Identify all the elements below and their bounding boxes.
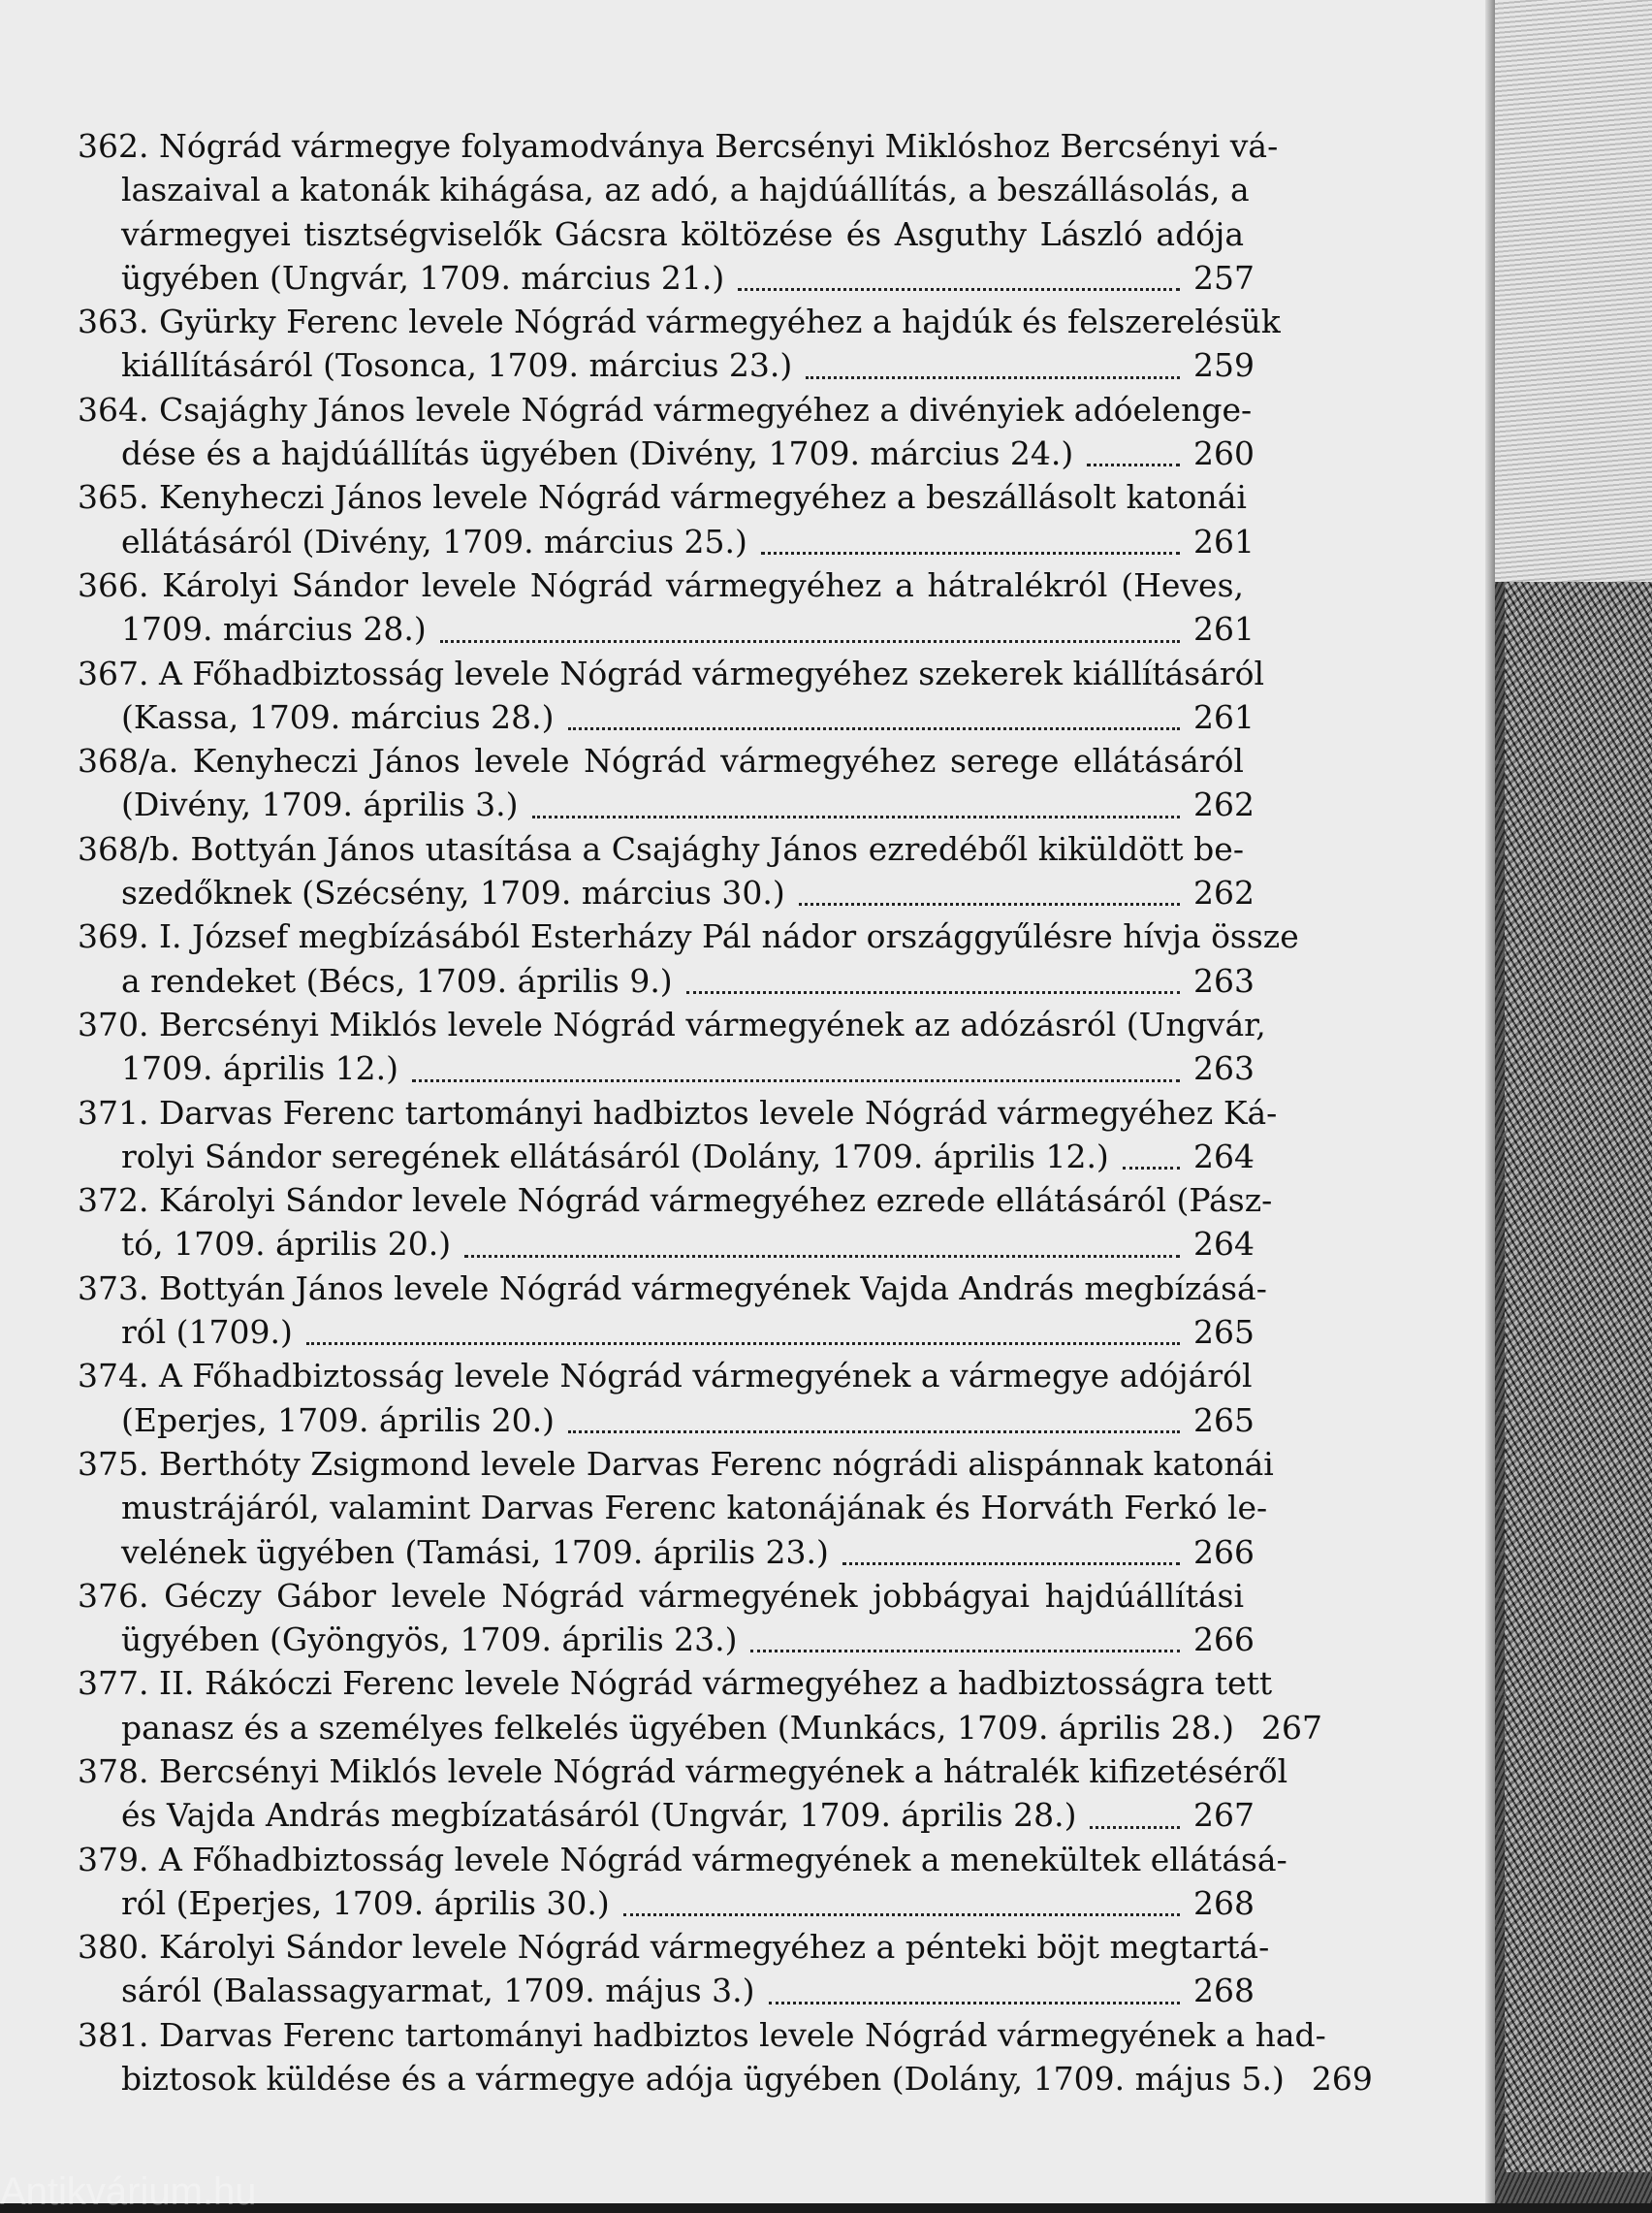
toc-entry-final-line [78,1793,1255,1837]
page-number: 262 [1193,874,1255,913]
toc-entry [78,388,1255,476]
toc-entry [78,739,1255,827]
facing-page-engraving [1495,0,1652,2203]
watermark: Antikvárium.hu [0,2170,257,2213]
toc-entry-final-line [78,695,1255,739]
toc-entry-final-line [78,343,1255,387]
toc-entry-line: 375. Berthóty Zsigmond levele Darvas Ferenc nógrádi alispánnak katonái [78,1444,1274,1483]
toc-entry [78,124,1279,300]
toc-entry-text: ügyében (Gyöngyös, 1709. április 23.) [121,1620,738,1659]
toc-entry-text: (Kassa, 1709. március 28.) [121,697,555,736]
toc-entry-line: 366. Károlyi Sándor levele Nógrád vármegyéhez a hátralékról (Heves, [78,565,1244,604]
toc-entry-text: biztosok küldése és a vármegye adója ügyében (Dolány, 1709. május 5.) [121,2060,1285,2099]
toc-entry-line: 371. Darvas Ferenc tartományi hadbiztos levele Nógrád vármegyéhez Ká- [78,1093,1278,1132]
toc-entry-line: 377. II. Rákóczi Ferenc levele Nógrád vármegyéhez a hadbiztosságra tett [78,1664,1273,1703]
toc-entry-line: 381. Darvas Ferenc tartományi hadbiztos levele Nógrád vármegyének a had- [78,2015,1326,2054]
toc-entry [78,1749,1288,1838]
page-number: 268 [1193,1972,1255,2010]
dot-leader [769,2002,1181,2005]
table-of-contents [78,124,1373,2101]
toc-entry-final-line [78,256,1255,300]
toc-entry [78,1003,1266,1091]
dot-leader [568,727,1181,730]
page-number: 266 [1193,1532,1255,1571]
toc-entry-text: (Divény, 1709. április 3.) [121,786,519,824]
dot-leader [799,903,1180,906]
toc-entry-line: laszaival a katonák kihágása, az adó, a hajdúállítás, a beszállásolás, a [121,171,1250,209]
book-gutter [1485,0,1495,2203]
toc-entry-text: ról (Eperjes, 1709. április 30.) [121,1883,610,1922]
dot-leader [440,640,1180,643]
page-number: 266 [1193,1620,1255,1659]
toc-entry-final-line [78,783,1255,826]
dot-leader [568,1430,1180,1433]
toc-entry-line: 362. Nógrád vármegye folyamodványa Bercsényi Miklóshoz Bercsényi vá- [78,127,1279,165]
toc-entry-line: 368/b. Bottyán János utasítása a Csajághy János ezredéből kiküldött be- [78,829,1244,868]
toc-entry-final-line [78,1222,1255,1266]
toc-entry-line: 380. Károlyi Sándor levele Nógrád vármegyéhez a pénteki böjt megtartá- [78,1928,1270,1967]
toc-entry [78,1838,1287,1926]
toc-entry [78,1178,1273,1267]
toc-entry-final-line [78,871,1255,914]
toc-entry-line: 369. I. József megbízásából Esterházy Pál nádor országgyűlésre hívja össze [78,917,1299,956]
toc-entry [78,1925,1270,2013]
toc-entry-final-line [78,607,1255,651]
toc-entry-line: vármegyei tisztségviselők Gácsra költözése és Asguthy László adója [121,214,1244,253]
toc-entry [78,1091,1278,1179]
toc-entry-final-line [78,520,1255,563]
toc-entry [78,1574,1255,1662]
page-number: 265 [1193,1313,1255,1352]
toc-entry-text: és Vajda András megbízatásáról (Ungvár, 1709. április 28.) [121,1796,1077,1835]
dot-leader [623,1913,1180,1916]
toc-entry-text: ügyében (Ungvár, 1709. március 21.) [121,258,725,297]
toc-entry-line: 367. A Főhadbiztosság levele Nógrád vármegyéhez szekerek kiállításáról [78,654,1265,692]
toc-entry-final-line [78,1618,1255,1661]
toc-entry-line: 374. A Főhadbiztosság levele Nógrád vármegyének a vármegye adójáról [78,1357,1253,1395]
toc-entry-text: tó, 1709. április 20.) [121,1225,452,1264]
toc-entry-text: 1709. április 12.) [121,1049,398,1088]
toc-entry-text: panasz és a személyes felkelés ügyében (Munkács, 1709. április 28.) [121,1708,1234,1747]
dot-leader [1123,1167,1180,1170]
dot-leader [412,1079,1180,1082]
toc-entry-text: dése és a hajdúállítás ügyében (Divény, 1709. március 24.) [121,434,1074,473]
page-number: 263 [1193,1049,1255,1088]
toc-entry-final-line [78,432,1255,475]
toc-entry [78,1267,1267,1355]
toc-entry [78,914,1299,1003]
dot-leader [464,1255,1180,1258]
show-through-text [1495,0,1640,2203]
page-number: 267 [1260,1708,1322,1747]
page-number: 261 [1193,610,1255,649]
dot-leader [738,288,1180,291]
page-number: 264 [1193,1225,1255,1264]
toc-entry-final-line [78,1398,1255,1442]
page-number: 259 [1193,346,1255,385]
toc-entry-final-line [78,1881,1255,1925]
toc-entry-final-line [78,1310,1255,1354]
toc-entry-text: velének ügyében (Tamási, 1709. április 23.) [121,1532,829,1571]
page-number: 267 [1193,1796,1255,1835]
toc-entry-line: 376. Géczy Gábor levele Nógrád vármegyének jobbágyai hajdúállítási [78,1576,1244,1615]
toc-entry-final-line [78,2057,1373,2101]
dot-leader [806,376,1180,379]
toc-entry [78,1661,1322,1749]
toc-entry [78,1354,1255,1442]
toc-entry-final-line [78,1046,1255,1090]
page-number: 261 [1193,522,1255,561]
dot-leader [761,552,1180,555]
page-number: 263 [1193,961,1255,1000]
toc-entry-text: ról (1709.) [121,1313,293,1352]
dot-leader [750,1650,1180,1652]
toc-entry [78,300,1281,388]
toc-entry [78,563,1255,652]
toc-entry-line: 370. Bercsényi Miklós levele Nógrád vármegyének az adózásról (Ungvár, [78,1005,1266,1043]
toc-entry-line: 368/a. Kenyheczi János levele Nógrád vármegyéhez serege ellátásáról [78,742,1244,781]
page-number: 260 [1193,434,1255,473]
toc-entry-final-line [78,1530,1255,1574]
dot-leader [306,1342,1180,1345]
toc-entry-line: 379. A Főhadbiztosság levele Nógrád vármegyének a menekültek ellátásá- [78,1840,1287,1878]
toc-entry-text: sáról (Balassagyarmat, 1709. május 3.) [121,1972,755,2010]
toc-entry-text: 1709. március 28.) [121,610,427,649]
toc-entry-final-line [78,1706,1322,1749]
dot-leader [842,1562,1180,1565]
toc-entry [78,827,1255,915]
page-number: 268 [1193,1883,1255,1922]
toc-entry-final-line [78,959,1255,1003]
page-number: 264 [1193,1137,1255,1175]
toc-entry-line: 373. Bottyán János levele Nógrád vármegyének Vajda András megbízásá- [78,1268,1267,1307]
toc-entry-text: a rendeket (Bécs, 1709. április 9.) [121,961,673,1000]
page-number: 257 [1193,258,1255,297]
toc-entry-line: 378. Bercsényi Miklós levele Nógrád vármegyének a hátralék kifizetéséről [78,1751,1288,1790]
toc-entry-line: mustrájáról, valamint Darvas Ferenc katonájának és Horváth Ferkó le- [121,1489,1268,1527]
toc-entry-line: 364. Csajághy János levele Nógrád vármegyéhez a divényiek adóelenge- [78,390,1253,429]
dot-leader [532,816,1180,818]
page-number: 265 [1193,1400,1255,1439]
toc-entry [78,1442,1274,1574]
toc-entry-text: kiállításáról (Tosonca, 1709. március 23.) [121,346,793,385]
dot-leader [686,991,1180,994]
page-number: 269 [1311,2060,1373,2099]
toc-entry [78,475,1255,563]
toc-entry-line: 363. Gyürky Ferenc levele Nógrád vármegyéhez a hajdúk és felszerelésük [78,303,1281,341]
toc-entry-line: 372. Károlyi Sándor levele Nógrád vármegyéhez ezrede ellátásáról (Pász- [78,1181,1273,1220]
toc-entry [78,652,1265,740]
dot-leader [1090,1826,1180,1829]
toc-entry [78,2013,1373,2101]
toc-entry-text: rolyi Sándor seregének ellátásáról (Dolány, 1709. április 12.) [121,1137,1109,1175]
toc-entry-final-line [78,1135,1255,1178]
toc-entry-text: szedőknek (Szécsény, 1709. március 30.) [121,874,785,913]
page-number: 262 [1193,786,1255,824]
dot-leader [1087,464,1180,466]
toc-entry-line: 365. Kenyheczi János levele Nógrád vármegyéhez a beszállásolt katonái [78,478,1247,517]
page-number: 261 [1193,697,1255,736]
toc-entry-text: ellátásáról (Divény, 1709. március 25.) [121,522,747,561]
toc-entry-text: (Eperjes, 1709. április 20.) [121,1400,556,1439]
toc-entry-final-line [78,1969,1255,2012]
